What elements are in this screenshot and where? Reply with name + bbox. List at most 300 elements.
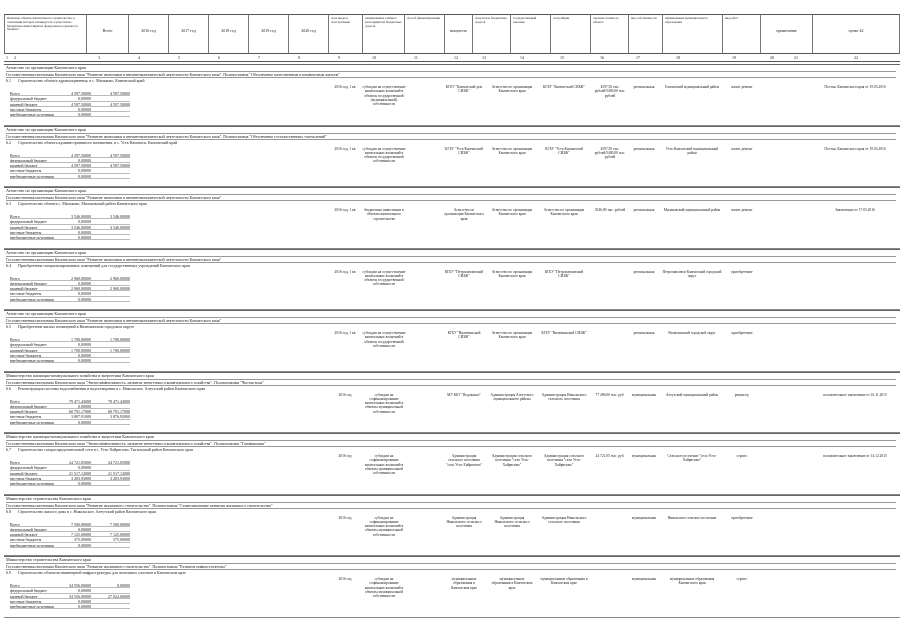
builder-cell: Агентство по организации Камчатского края (543, 208, 585, 217)
municipality-cell: Петропавловск-Камчатский городской округ (662, 269, 722, 278)
method-cell: бюджетные инвестиции в объекты капитального строительства (364, 208, 404, 221)
customer-cell: Агентство по организации Камчатского края (491, 331, 533, 340)
finance-year: 2 960,00000 (110, 275, 130, 280)
finance-year: 27 022,00000 (108, 593, 130, 598)
finance-block (10, 583, 130, 609)
note-cell: Заключение от 17.03.2016 (835, 208, 875, 212)
project-number: 6.5 (6, 324, 11, 329)
finance-total: 3 203,93000 (71, 475, 91, 481)
finance-year (92, 599, 130, 603)
finance-year: 3 203,93000 (110, 475, 130, 481)
finance-year: 4 597,50000 (110, 101, 130, 106)
finance-year (92, 588, 130, 592)
builder-cell: муниципальные образования в Камчатском крае (540, 577, 588, 586)
finance-label: Всего (10, 460, 20, 465)
recipient-cell: Администрация сельского поселения "село Усть-Хайрюзово" (445, 454, 483, 467)
finance-total: 0,00000 (78, 157, 91, 163)
finance-total: 0,00000 (78, 352, 91, 358)
builder-cell: КГБУ "Усть-Камчатский СИЗЖ" (545, 146, 583, 155)
finance-label: местные бюджеты (10, 537, 42, 542)
finance-year: 0,00000 (117, 583, 130, 588)
finance-label: краевой бюджет (10, 532, 38, 537)
section-band (4, 187, 900, 249)
finance-year: 24 721,05000 (108, 460, 130, 465)
work-cell: капит. ремонт (731, 146, 753, 151)
section-band (4, 249, 900, 311)
header-col-2017: 2017 год (168, 14, 208, 54)
finance-total: 0,00000 (78, 291, 91, 296)
term-cell: 2016 год, 1 кв (334, 208, 356, 212)
finance-total: 3 807,91000 (71, 414, 91, 419)
finance-label: местные бюджеты (10, 414, 42, 419)
finance-block (10, 337, 130, 363)
project-number: 6.6 (6, 385, 11, 391)
finance-year: 375,00000 (113, 537, 130, 542)
method-cell: субсидии на софинансирование капитальных вложений в объекты муниципальной собственности (364, 454, 404, 476)
cost-cell: 4597,50 тыс. рублей/5400,00 тыс. рублей (594, 146, 626, 160)
section-program: Государственная программа Камчатского края "Развитие экономики и внешнеэкономической деятельности Камчатского края" (6, 317, 896, 322)
section-category: Министерство жилищно-коммунального хозяйства и энергетики Камчатского края (6, 372, 154, 378)
finance-year (92, 527, 130, 531)
builder-cell: Администрация Никольского сельского поселения (541, 515, 587, 524)
header-col-2019: 2019 год (248, 14, 288, 54)
method-cell: субсидии на осуществление капитальных вложений в объекты государственной собственности (362, 269, 406, 287)
section-category: Агентство по организации Камчатского края (6, 249, 86, 255)
finance-row (10, 604, 130, 609)
finance-label: федеральный бюджет (10, 403, 47, 409)
header-col-manager: наименование главного распорядителя бюджетных средств (362, 14, 404, 54)
method-cell: субсидии на осуществление капитальных вложений в объекты государственной (муниципальной) собственности (362, 85, 406, 107)
finance-year: 4 597,50000 (110, 91, 130, 96)
note-cell (812, 331, 898, 369)
finance-label: Всего (10, 91, 20, 96)
term-cell: 2016 год, 1 кв (334, 269, 356, 274)
finance-label: местные бюджеты (10, 229, 42, 235)
finance-total: 0,00000 (78, 403, 91, 409)
cost-cell: 4597,50 тыс. рублей/5400,00 тыс. рублей (594, 85, 626, 98)
project-title: Строительство объекта здравоохранения, в с. Мильково, Камчатский край (18, 78, 145, 83)
section-program: Государственная программа Камчатского края "Развитие экономики и внешнеэкономической деятельности Камчатского края", Подпрограмма "Обеспечение качественным и комфортным жильем" (6, 71, 896, 76)
finance-year (92, 404, 130, 408)
header-col-term: срок ввода в эксплуатацию (328, 14, 362, 54)
finance-label: федеральный бюджет (10, 280, 47, 286)
work-cell: приобретение (731, 515, 753, 520)
customer-cell: Агентство по организации Камчатского края (491, 208, 533, 217)
project-title: Приобретение жилых помещений в Вилючинском городском округе (18, 324, 135, 329)
section-band (4, 310, 900, 372)
note-cell (812, 516, 898, 554)
cost-cell (592, 331, 628, 369)
project-number: 6.3 (6, 201, 11, 206)
finance-block (10, 91, 130, 117)
section-program: Государственная программа Камчатского края "Развитие экономики и внешнеэкономической деятельности Камчатского края", Подпрограмма "Обеспечение государственных учреждений" (6, 133, 896, 138)
finance-total: 0,00000 (78, 588, 91, 593)
column-number: 5 (178, 55, 180, 60)
header-col-2016: 2016 год (128, 14, 168, 54)
finance-row (10, 543, 130, 548)
header-col-method: способ финансирования (404, 14, 444, 54)
finance-label: Всего (10, 583, 20, 588)
column-number: 8 (298, 55, 300, 60)
term-cell: 2016 год, 1 кв (334, 85, 356, 89)
finance-label: краевой бюджет (10, 593, 38, 598)
section-category: Министерство строительства Камчатского края (6, 495, 91, 501)
finance-label: федеральный бюджет (10, 157, 47, 163)
finance-label: федеральный бюджет (10, 588, 47, 593)
recipient-cell: муниципальные образования в Камчатском крае (451, 577, 477, 590)
finance-label: местные бюджеты (10, 598, 42, 604)
project-number: 6.8 (6, 508, 11, 514)
header-col-note: примечание (760, 14, 812, 54)
finance-total: 0,00000 (78, 112, 91, 117)
finance-label: Всего (10, 398, 20, 403)
finance-year: 1 700,00000 (110, 347, 130, 352)
finance-year (92, 230, 130, 234)
section-category: Агентство по организации Камчатского края (6, 311, 86, 316)
header-col-point: пункт 42 (812, 14, 900, 54)
finance-total: 0,00000 (78, 235, 91, 240)
customer-cell: Администрация Никольского сельского поселения (494, 515, 530, 529)
finance-total: 375,00000 (74, 537, 91, 542)
header-col-total: Всего (86, 14, 128, 54)
finance-label: краевой бюджет (10, 101, 38, 106)
builder-cell: КГБУ "Вилючинский СИЗЖ" (541, 331, 587, 335)
finance-total: 60 791,17000 (69, 409, 91, 414)
finance-year: 3 546,00000 (110, 214, 130, 219)
finance-row (10, 174, 130, 179)
term-cell: 2016 год, 1 кв (334, 331, 356, 335)
work-cell: приобретение (731, 331, 753, 335)
municipality-cell: Мильковский муниципальный район (663, 208, 721, 212)
cost-cell (592, 270, 628, 308)
finance-total: 79 471,43000 (69, 398, 91, 403)
finance-year (92, 107, 130, 111)
work-cell: капит. ремонт (731, 85, 753, 89)
finance-label: краевой бюджет (10, 409, 38, 414)
column-number: 3 (98, 55, 100, 60)
finance-block (10, 460, 130, 486)
column-number: 22 (854, 55, 858, 60)
column-number: 21 (794, 55, 798, 60)
finance-label: Всего (10, 275, 20, 280)
finance-label: краевой бюджет (10, 224, 38, 229)
column-number: 4 (138, 55, 140, 60)
project-number: 6.7 (6, 447, 11, 452)
finance-row (10, 297, 130, 302)
section-program: Государственная программа Камчатского края "Развитие экономики и внешнеэкономической деятельности Камчатского края" (6, 256, 896, 261)
finance-label: внебюджетные источники (10, 112, 54, 117)
finance-year: 4 597,50000 (110, 152, 130, 157)
finance-year (92, 353, 130, 357)
finance-total: 0,00000 (78, 106, 91, 112)
municipality-cell: Усть-Камчатский муниципальный район (665, 146, 719, 155)
finance-label: федеральный бюджет (10, 465, 47, 470)
section-project (6, 139, 896, 145)
finance-total: 0,00000 (78, 296, 91, 301)
header-col-2018: 2018 год (208, 14, 248, 54)
header-col-ownership: вид собственности (628, 14, 662, 54)
section-project (6, 385, 896, 391)
municipality-cell: муниципальные образования Камчатского края (669, 577, 715, 586)
method-cell: субсидии на софинансирование капитальных вложений в объекты муниципальной собственности (364, 392, 404, 414)
header-col-cost: сметная стоимость объекта (590, 14, 628, 54)
column-number: 13 (482, 55, 486, 60)
finance-label: внебюджетные источники (10, 542, 54, 547)
column-number-row (4, 54, 900, 62)
cost-cell: 24 721,05 тыс. руб. (595, 454, 625, 458)
work-cell: капит. ремонт (731, 208, 753, 212)
finance-label: местные бюджеты (10, 168, 42, 173)
section-project (6, 446, 896, 452)
finance-total: 34 556,00000 (69, 593, 91, 598)
note-cell: Постан. Камчатского края от 19.03.2016 (824, 146, 886, 151)
finance-label: Всего (10, 337, 20, 342)
term-cell: 2016 год (338, 515, 352, 520)
builder-cell: Администрация сельского поселения "село Усть-Хайрюзово" (543, 454, 585, 467)
section-program: Государственная программа Камчатского края "Энергоэффективность, развитие энергетики и коммунального хозяйства", Подпрограмма "Чистая вода" (6, 379, 896, 384)
finance-year (92, 543, 130, 547)
customer-cell: Администрация Алеутского муниципального района (490, 392, 534, 401)
finance-total: 0,00000 (78, 358, 91, 363)
finance-label: федеральный бюджет (10, 342, 47, 347)
work-cell: реконстр. (734, 392, 750, 397)
project-number: 6.2 (6, 139, 11, 145)
section-category: Агентство по организации Камчатского края (6, 65, 86, 70)
builder-cell: Администрация Никольского сельского поселения (541, 392, 587, 401)
header-col-work: вид работ (722, 14, 760, 54)
recipient-cell: Администрация Никольского сельского поселения (446, 515, 482, 529)
finance-label: местные бюджеты (10, 475, 42, 481)
finance-year (92, 342, 130, 346)
finance-total: 0,00000 (78, 419, 91, 424)
finance-total: 34 556,00000 (69, 583, 91, 588)
project-title: Реконструкция системы водоснабжения и водоотведения в с. Никольское, Алеутский район Камчатского края (18, 385, 206, 391)
recipient-cell: КГБУ "Петропавловский СИЗЖ" (444, 269, 484, 278)
finance-label: краевой бюджет (10, 286, 38, 291)
column-number: 15 (560, 55, 564, 60)
municipality-cell: Сельское поселение "село Усть-Хайрюзово" (667, 454, 717, 463)
finance-total: 0,00000 (78, 465, 91, 470)
finance-block (10, 399, 130, 425)
term-cell: 2016 год, 1 кв (334, 146, 356, 151)
cost-cell (592, 516, 628, 554)
finance-total: 4 597,50000 (71, 101, 91, 106)
recipient-cell: КГБУ "Усть-Камчатский СИЗЖ" (445, 146, 483, 155)
project-title: Приобретение специализированных помещений для государственных учреждений Камчатского края (18, 262, 191, 268)
ownership-cell: муниципальная (632, 454, 656, 458)
finance-row (10, 420, 130, 425)
finance-total: 4 597,50000 (71, 91, 91, 96)
column-number: 12 (454, 55, 458, 60)
municipality-cell: Вилючинский городской округ (668, 331, 716, 335)
column-number: 11 (414, 55, 418, 60)
finance-total: 4 597,50000 (71, 163, 91, 168)
finance-total: 0,00000 (78, 173, 91, 178)
finance-year (92, 481, 130, 485)
finance-year: 2 960,00000 (110, 286, 130, 291)
finance-year: 7 125,00000 (110, 532, 130, 537)
finance-year: 79 471,43000 (108, 398, 130, 403)
section-project (6, 508, 896, 514)
finance-year (92, 604, 130, 608)
method-cell: субсидии на осуществление капитальных вложений в объекты государственной собственности (362, 146, 406, 164)
project-number: 6.9 (6, 570, 11, 575)
section-category: Министерство жилищно-коммунального хозяйства и энергетики Камчатского края (6, 434, 154, 439)
finance-total: 0,00000 (78, 598, 91, 604)
ownership-cell: муниципальная (632, 515, 656, 520)
header-col-recipient: получатель бюджетных средств (472, 14, 510, 54)
project-title: Строительство объекта с. Мильково, Мильковский район Камчатского края (18, 201, 147, 206)
section-project (6, 262, 896, 268)
finance-label: внебюджетные источники (10, 173, 54, 178)
method-cell: субсидии на софинансирование капитальных вложений в объекты муниципальной собственности (364, 515, 404, 537)
note-cell (812, 577, 898, 615)
column-number: 17 (636, 55, 640, 60)
ownership-cell: муниципальная (632, 577, 656, 581)
column-number: 18 (676, 55, 680, 60)
ownership-cell: региональная (633, 208, 655, 212)
work-cell: строит. (736, 577, 748, 581)
finance-total: 0,00000 (78, 229, 91, 235)
finance-label: краевой бюджет (10, 163, 38, 168)
finance-year (92, 291, 130, 295)
section-category: Министерство строительства Камчатского края (6, 557, 91, 562)
column-number: 20 (770, 55, 774, 60)
note-cell: Постан. Камчатского края от 19.03.2016 (824, 85, 886, 89)
finance-label: внебюджетные источники (10, 296, 54, 301)
ownership-cell: региональная (633, 269, 655, 274)
ownership-cell: региональная (633, 85, 655, 89)
section-program: Государственная программа Камчатского края "Энергоэффективность, развитие энергетики и коммунального хозяйства", Подпрограмма "Газификация" (6, 440, 896, 445)
cost-cell (592, 577, 628, 615)
section-band (4, 556, 900, 618)
builder-cell: КГБУ "Камчатский СИЗЖ" (543, 85, 585, 89)
column-number: 16 (600, 55, 604, 60)
finance-label: внебюджетные источники (10, 358, 54, 363)
finance-year (92, 281, 130, 285)
finance-year (92, 297, 130, 301)
finance-year (92, 112, 130, 116)
finance-year: 1 700,00000 (110, 337, 130, 342)
finance-block (10, 522, 130, 548)
finance-year: 21 517,12000 (108, 470, 130, 475)
section-band (4, 495, 900, 557)
section-program: Государственная программа Камчатского края "Развитие жилищного строительства", Подпрограмма "Развитие инфраструктуры" (6, 563, 896, 568)
header-col-builder: застройщик (550, 14, 590, 54)
finance-year: 3 546,00000 (110, 224, 130, 229)
recipient-cell: Агентство по организации Камчатского края (444, 208, 484, 221)
ownership-cell: региональная (633, 146, 655, 151)
column-number: 2 (14, 55, 16, 60)
section-category: Агентство по организации Камчатского края (6, 126, 86, 132)
finance-year: 7 500,00000 (110, 521, 130, 526)
column-number: 19 (732, 55, 736, 60)
finance-year (92, 219, 130, 223)
cost-cell: 3546,00 тыс. рублей (594, 208, 626, 212)
finance-year (92, 168, 130, 172)
note-cell: положительное заключение от 14.12.2015 (823, 454, 887, 458)
finance-label: краевой бюджет (10, 347, 38, 352)
recipient-cell: МУ КБУ "Водоканал" (447, 392, 481, 397)
ownership-cell: региональная (633, 331, 655, 335)
finance-year: 3 876,92000 (110, 414, 130, 419)
finance-year (92, 174, 130, 178)
finance-year: 4 597,50000 (110, 163, 130, 168)
finance-label: Всего (10, 521, 20, 526)
section-project (6, 323, 896, 329)
finance-label: внебюджетные источники (10, 419, 54, 424)
term-cell: 2016 год (338, 577, 352, 581)
customer-cell: Администрация сельского поселения "село Усть-Хайрюзово" (491, 454, 533, 467)
project-number: 6.4 (6, 262, 11, 268)
customer-cell: Агентство по организации Камчатского края (491, 269, 533, 278)
finance-label: местные бюджеты (10, 106, 42, 112)
finance-block (10, 153, 130, 179)
project-title: Строительство газораспределительной сети в с. Усть-Хайрюзово, Тигильский район Камчатского края (18, 447, 193, 452)
cost-cell: 77 496,00 тыс. руб. (595, 392, 625, 397)
section-band (4, 64, 900, 126)
note-cell (812, 270, 898, 308)
project-number: 6.1 (6, 78, 11, 83)
section-band (4, 126, 900, 188)
finance-year (92, 96, 130, 100)
finance-label: Всего (10, 152, 20, 157)
finance-year (92, 465, 130, 469)
section-band (4, 372, 900, 434)
finance-total: 2 960,00000 (71, 275, 91, 280)
finance-label: местные бюджеты (10, 352, 42, 358)
finance-label: местные бюджеты (10, 291, 42, 296)
finance-total: 0,00000 (78, 96, 91, 101)
term-cell: 2016 год (338, 392, 352, 397)
finance-total: 0,00000 (78, 481, 91, 486)
header-col-capacity: мощность (444, 14, 472, 54)
method-cell: субсидии на осуществление капитальных вложений в объекты государственной собственности (362, 331, 406, 348)
finance-row (10, 481, 130, 486)
method-cell: субсидии на софинансирование капитальных вложений в объекты муниципальной собственности (364, 577, 404, 599)
finance-label: федеральный бюджет (10, 219, 47, 224)
customer-cell: муниципальные образования в Камчатском крае (491, 577, 533, 590)
recipient-cell: КГБУ "Камчатский дом СИЗЖ" (445, 85, 483, 94)
finance-total: 0,00000 (78, 280, 91, 286)
finance-total: 0,00000 (78, 542, 91, 547)
ownership-cell: муниципальная (632, 392, 656, 397)
finance-total: 1 700,00000 (71, 347, 91, 352)
finance-total: 7 125,00000 (71, 532, 91, 537)
finance-year: 60 791,17000 (108, 409, 130, 414)
work-cell: приобретение (731, 269, 753, 274)
finance-label: федеральный бюджет (10, 96, 47, 101)
work-cell: строит. (736, 454, 748, 458)
header-col-2020: 2020 год (288, 14, 328, 54)
finance-total: 0,00000 (78, 219, 91, 224)
section-project (6, 77, 896, 83)
finance-total: 3 546,00000 (71, 224, 91, 229)
finance-label: федеральный бюджет (10, 526, 47, 532)
note-cell: положительное заключение от 16.11.2015 (823, 392, 887, 397)
municipality-cell: Елизовский муниципальный район (665, 85, 719, 89)
section-project (6, 569, 896, 575)
section-band (4, 433, 900, 495)
column-number: 6 (218, 55, 220, 60)
finance-row (10, 112, 130, 117)
municipality-cell: Алеутский муниципальный район (665, 392, 719, 397)
finance-total: 2 960,00000 (71, 286, 91, 291)
project-title: Строительство жилого дома в с. Никольское, Алеутский район Камчатского края (18, 508, 156, 514)
column-number: 9 (338, 55, 340, 60)
finance-year (92, 420, 130, 424)
finance-label: внебюджетные источники (10, 604, 54, 609)
